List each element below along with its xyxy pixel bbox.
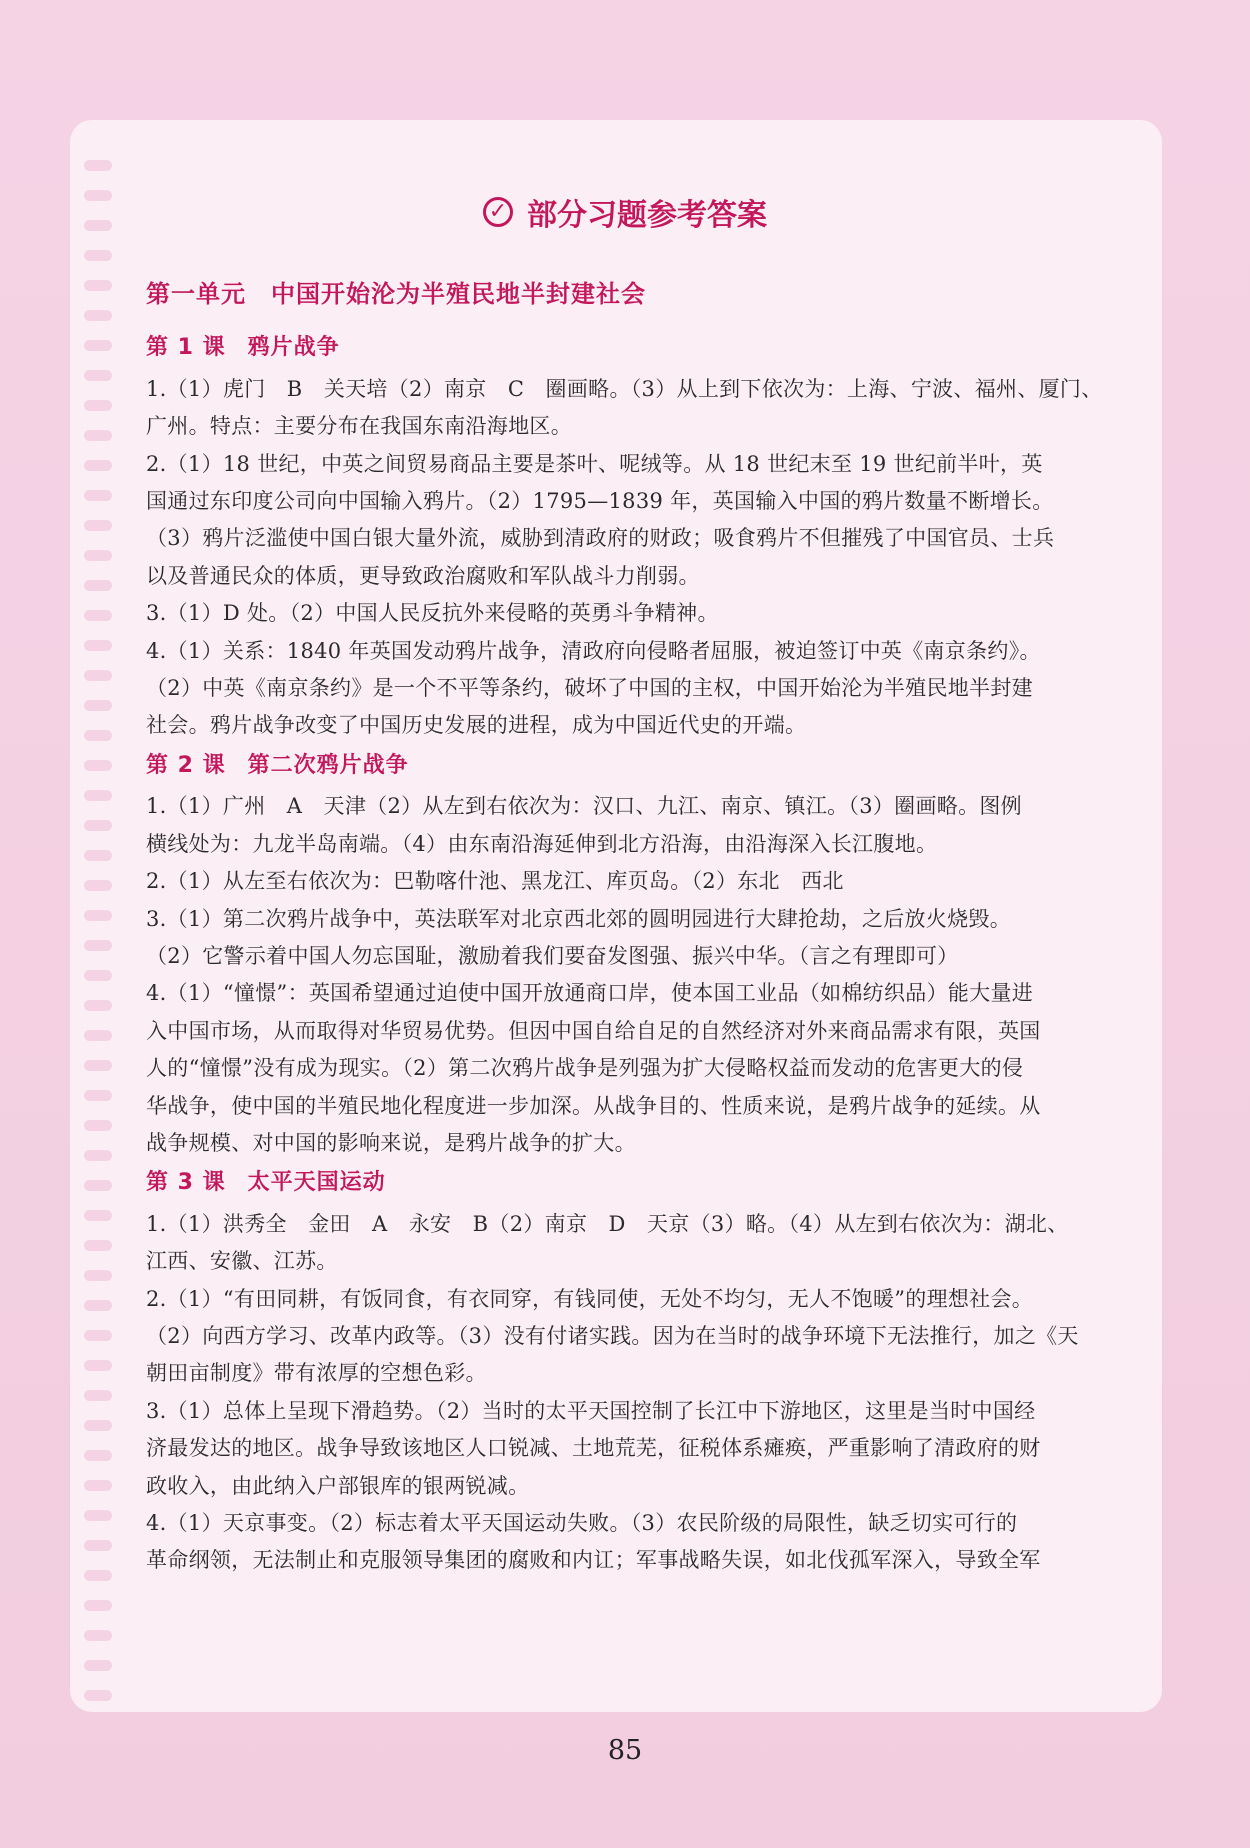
answer-line: 4.（1）关系：1840 年英国发动鸦片战争，清政府向侵略者屈服，被迫签订中英《南京条约》。 bbox=[146, 638, 1041, 663]
answer-line: 2.（1）从左至右依次为：巴勒喀什池、黑龙江、库页岛。（2）东北 西北 bbox=[146, 869, 844, 894]
lesson-number: 第 3 课 bbox=[146, 1170, 226, 1196]
lesson-name: 第二次鸦片战争 bbox=[247, 752, 409, 778]
answer-line: 朝田亩制度》带有浓厚的空想色彩。 bbox=[146, 1361, 487, 1386]
notebook-spine bbox=[84, 160, 118, 1720]
check-circle-icon: ✓ bbox=[483, 197, 513, 227]
answer-line: 以及普通民众的体质，更导致政治腐败和军队战斗力削弱。 bbox=[146, 563, 700, 588]
lesson-number: 第 1 课 bbox=[146, 335, 226, 361]
answer-line: 社会。鸦片战争改变了中国历史发展的进程，成为中国近代史的开端。 bbox=[146, 713, 807, 738]
answer-line: 1.（1）洪秀全 金田 A 永安 B（2）南京 D 天京（3）略。（4）从左到右依次为：湖北、 bbox=[146, 1211, 1069, 1236]
answer-line: 3.（1）D 处。（2）中国人民反抗外来侵略的英勇斗争精神。 bbox=[146, 601, 719, 626]
answer-line: 革命纲领，无法制止和克服领导集团的腐败和内讧；军事战略失误，如北伐孤军深入，导致全军 bbox=[146, 1548, 1041, 1573]
answer-line: 国通过东印度公司向中国输入鸦片。（2）1795—1839 年，英国输入中国的鸦片数量不断增长。 bbox=[146, 489, 1054, 514]
page-header bbox=[0, 190, 1250, 234]
lesson-name: 太平天国运动 bbox=[247, 1170, 386, 1196]
answer-line: 华战争，使中国的半殖民地化程度进一步加深。从战争目的、性质来说，是鸦片战争的延续。从 bbox=[146, 1093, 1041, 1118]
answer-line: 济最发达的地区。战争导致该地区人口锐减、土地荒芜，征税体系瘫痪，严重影响了清政府的财 bbox=[146, 1436, 1041, 1461]
unit-title: 第一单元 中国开始沦为半殖民地半封建社会 bbox=[146, 280, 646, 308]
page-title: 部分习题参考答案 bbox=[527, 198, 767, 233]
page-number: 85 bbox=[607, 1735, 643, 1766]
answer-line: （2）中英《南京条约》是一个不平等条约，破坏了中国的主权，中国开始沦为半殖民地半封建 bbox=[146, 676, 1033, 701]
answer-line: 1.（1）虎门 B 关天培（2）南京 C 圈画略。（3）从上到下依次为：上海、宁波、福州、厦门、 bbox=[146, 376, 1103, 401]
answer-line: 4.（1）“憧憬”：英国希望通过迫使中国开放通商口岸，使本国工业品（如棉纺织品）能大量进 bbox=[146, 981, 1034, 1006]
lesson-title bbox=[146, 329, 1136, 366]
answer-line: 人的“憧憬”没有成为现实。（2）第二次鸦片战争是列强为扩大侵略权益而发动的危害更大的侵 bbox=[146, 1056, 1024, 1081]
answer-line: 入中国市场，从而取得对华贸易优势。但因中国自给自足的自然经济对外来商品需求有限，英国 bbox=[146, 1018, 1041, 1043]
answer-line: （3）鸦片泛滥使中国白银大量外流，威胁到清政府的财政；吸食鸦片不但摧残了中国官员、士兵 bbox=[146, 526, 1055, 551]
lesson-section bbox=[146, 1164, 1136, 1579]
answer-line: 战争规模、对中国的影响来说，是鸦片战争的扩大。 bbox=[146, 1130, 636, 1155]
lesson-number: 第 2 课 bbox=[146, 752, 226, 778]
answer-line: 2.（1）18 世纪，中英之间贸易商品主要是茶叶、呢绒等。从 18 世纪末至 19 世纪前半叶，英 bbox=[146, 451, 1043, 476]
lesson-list bbox=[146, 329, 1136, 1579]
answer-line: 横线处为：九龙半岛南端。（4）由东南沿海延伸到北方沿海，由沿海深入长江腹地。 bbox=[146, 831, 938, 856]
answer-content bbox=[146, 270, 1136, 1580]
answer-line: （2）向西方学习、改革内政等。（3）没有付诸实践。因为在当时的战争环境下无法推行，加之《天 bbox=[146, 1323, 1079, 1348]
answer-line: 4.（1）天京事变。（2）标志着太平天国运动失败。（3）农民阶级的局限性，缺乏切实可行的 bbox=[146, 1511, 1018, 1535]
answer-line: 3.（1）总体上呈现下滑趋势。（2）当时的太平天国控制了长江中下游地区，这里是当时中国经 bbox=[146, 1398, 1036, 1423]
answer-line: 2.（1）“有田同耕，有饭同食，有衣同穿，有钱同使，无处不均匀，无人不饱暖”的理想社会。 bbox=[146, 1286, 1034, 1311]
lesson-name: 鸦片战争 bbox=[247, 335, 340, 361]
answer-line: 3.（1）第二次鸦片战争中，英法联军对北京西北郊的圆明园进行大肆抢劫，之后放火烧毁。 bbox=[146, 906, 1011, 931]
answer-line: 1.（1）广州 A 天津（2）从左到右依次为：汉口、九江、南京、镇江。（3）圈画略。图例 bbox=[146, 794, 1022, 819]
lesson-title bbox=[146, 747, 1136, 784]
lesson-section bbox=[146, 329, 1136, 744]
answer-line: 江西、安徽、江苏。 bbox=[146, 1249, 338, 1274]
answer-line: 广州。特点：主要分布在我国东南沿海地区。 bbox=[146, 414, 572, 439]
answer-line: 政收入，由此纳入户部银库的银两锐减。 bbox=[146, 1473, 530, 1498]
lesson-title bbox=[146, 1164, 1136, 1201]
lesson-section bbox=[146, 747, 1136, 1162]
answer-line: （2）它警示着中国人勿忘国耻，激励着我们要奋发图强、振兴中华。（言之有理即可） bbox=[146, 943, 959, 968]
